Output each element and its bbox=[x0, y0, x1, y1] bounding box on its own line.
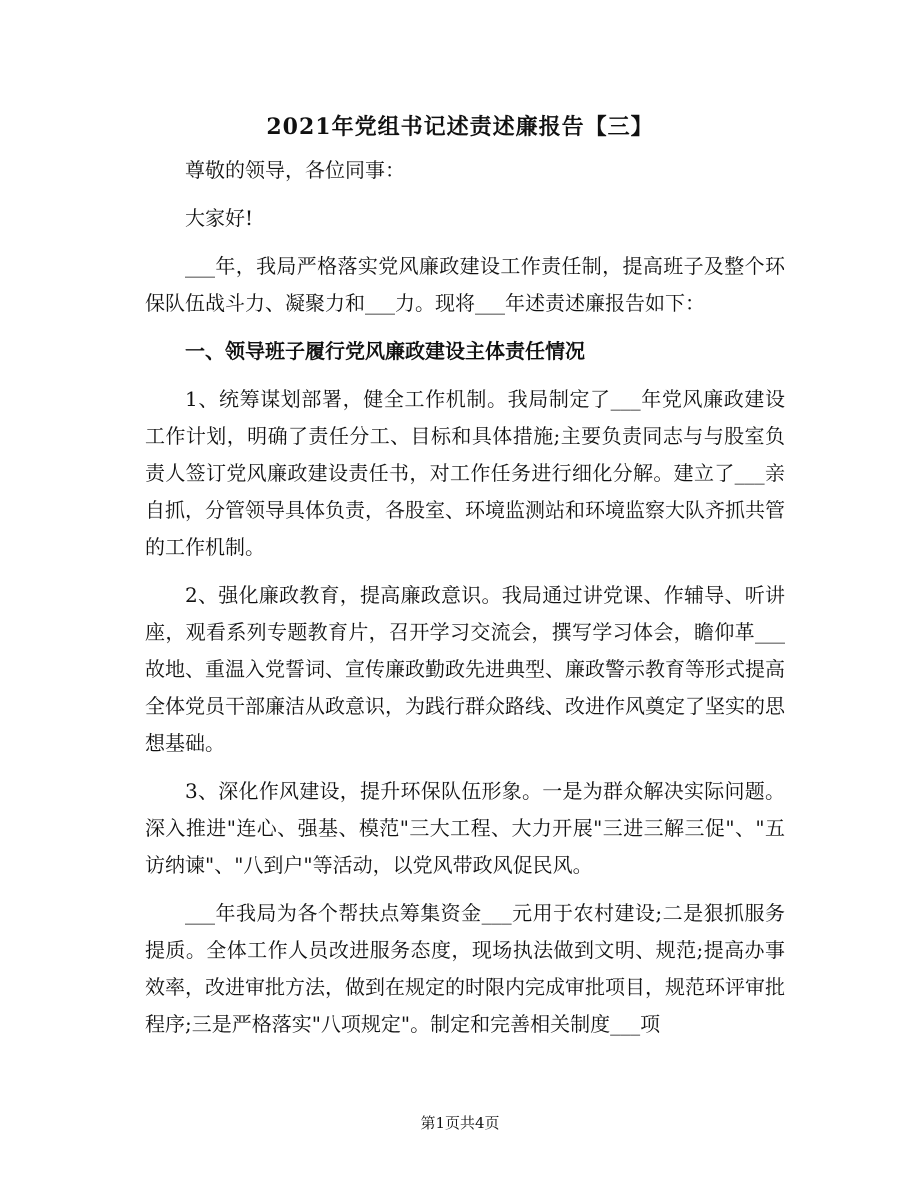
paragraph-salutation: 尊敬的领导，各位同事： bbox=[185, 158, 405, 182]
paragraph-greeting: 大家好! bbox=[185, 206, 254, 230]
section-heading: 一、领导班子履行党风廉政建设主体责任情况 bbox=[185, 339, 585, 363]
page-number: 第1页共4页 bbox=[420, 1114, 500, 1132]
document-body bbox=[145, 152, 785, 1054]
paragraph-item-1: 1、统筹谋划部署，健全工作机制。我局制定了___年党风廉政建设工作计划，明确了责任分工、目标和具体措施;主要负责同志与与股室负责人签订党风廉政建设责任书，对工作任务进行细化分解。建立了___亲自抓，分管领导具体负责，各股室、环境监测站和环境监察大队齐抓共管的工作机制。 bbox=[145, 387, 785, 559]
paragraph-intro: ___年，我局严格落实党风廉政建设工作责任制，提高班子及整个环保队伍战斗力、凝聚力和___力。现将___年述责述廉报告如下： bbox=[145, 254, 785, 315]
paragraph-item-2: 2、强化廉政教育，提高廉政意识。我局通过讲党课、作辅导、听讲座，观看系列专题教育片，召开学习交流会，撰写学习体会，瞻仰革___故地、重温入党誓词、宣传廉政勤政先进典型、廉政警示教育等形式提高全体党员干部廉洁从政意识，为践行群众路线、改进作风奠定了坚实的思想基础。 bbox=[145, 583, 785, 755]
paragraph-item-3: 3、深化作风建设，提升环保队伍形象。一是为群众解决实际问题。深入推进"连心、强基、模范"三大工程、大力开展"三进三解三促"、"五访纳谏"、"八到户"等活动，以党风带政风促民风。 bbox=[145, 779, 785, 877]
paragraph-continuation: ___年我局为各个帮扶点筹集资金___元用于农村建设;二是狠抓服务提质。全体工作人员改进服务态度，现场执法做到文明、规范;提高办事效率，改进审批方法，做到在规定的时限内完成审批项目，规范环评审批程序;三是严格落实"八项规定"。制定和完善相关制度___项 bbox=[145, 901, 785, 1036]
document-title: 2021年党组书记述责述廉报告【三】 bbox=[266, 114, 654, 140]
